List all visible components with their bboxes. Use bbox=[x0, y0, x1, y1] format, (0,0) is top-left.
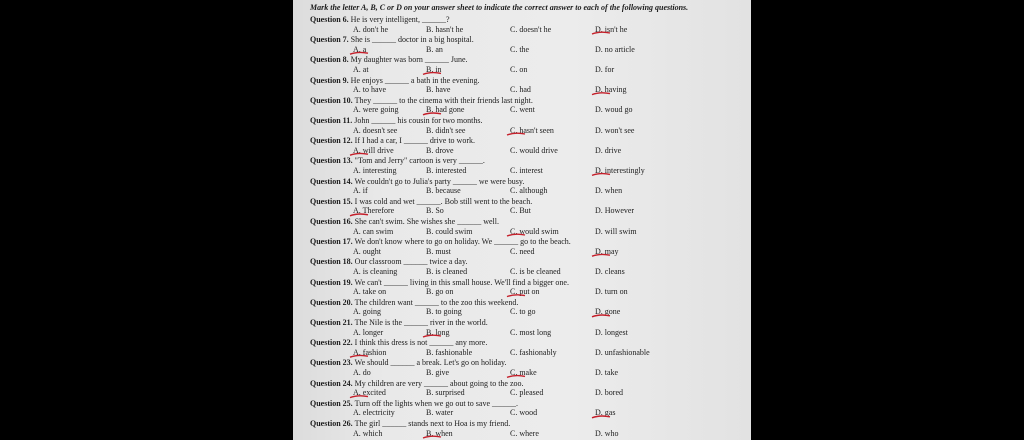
pen-underline-mark bbox=[507, 376, 525, 378]
pen-underline-mark bbox=[592, 254, 610, 256]
question-label: Question 16. bbox=[310, 217, 355, 226]
option-c[interactable]: C. the bbox=[510, 44, 530, 54]
option-d[interactable]: D. may bbox=[595, 246, 619, 256]
option-a[interactable]: A. which bbox=[353, 428, 383, 438]
pen-underline-mark bbox=[423, 73, 441, 75]
question-stem: They ______ to the cinema with their friends last night. bbox=[354, 95, 533, 105]
question-stem: We can't ______ living in this small house. We'll find a bigger one. bbox=[354, 277, 569, 287]
option-c[interactable]: C. need bbox=[510, 246, 535, 256]
option-d[interactable]: D. who bbox=[595, 428, 619, 438]
question-label: Question 10. bbox=[310, 95, 355, 105]
option-a[interactable]: A. electricity bbox=[353, 408, 395, 418]
option-b[interactable]: B. could swim bbox=[426, 226, 473, 236]
option-b[interactable]: B. fashionable bbox=[426, 347, 473, 357]
option-c[interactable]: C. had bbox=[510, 85, 531, 95]
option-c[interactable]: C. hasn't seen bbox=[510, 125, 554, 135]
option-c[interactable]: C. is be cleaned bbox=[510, 266, 561, 276]
question-stem: Turn off the lights when we go out to save ______. bbox=[354, 398, 518, 408]
option-d[interactable]: D. unfashionable bbox=[595, 347, 650, 357]
option-b[interactable]: B. interested bbox=[426, 165, 467, 175]
question-stem: He enjoys ______ a bath in the evening. bbox=[350, 75, 480, 85]
pen-underline-mark bbox=[592, 315, 610, 317]
question-label: Question 6. bbox=[310, 15, 351, 24]
option-a[interactable]: A. were going bbox=[353, 105, 399, 115]
question-stem: She can't swim. She wishes she ______ well. bbox=[354, 217, 499, 226]
option-d[interactable]: D. interestingly bbox=[595, 165, 645, 175]
option-d[interactable]: D. won't see bbox=[595, 125, 635, 135]
pen-underline-mark bbox=[592, 93, 610, 95]
question-label: Question 15. bbox=[310, 196, 355, 206]
option-d[interactable]: D. However bbox=[595, 206, 635, 216]
question-stem: If I had a car, I ______ drive to work. bbox=[354, 136, 475, 146]
question-stem: "Tom and Jerry" cartoon is very ______. bbox=[354, 156, 485, 166]
option-a[interactable]: A. longer bbox=[353, 327, 384, 337]
option-b[interactable]: B. in bbox=[426, 64, 442, 74]
pen-underline-mark bbox=[423, 436, 441, 438]
option-b[interactable]: B. must bbox=[426, 246, 451, 256]
question-label: Question 7. bbox=[310, 35, 351, 45]
pen-underline-mark bbox=[592, 174, 610, 176]
question-label: Question 9. bbox=[310, 75, 351, 85]
option-c[interactable]: C. put on bbox=[510, 287, 540, 297]
option-a[interactable]: A. take on bbox=[353, 287, 387, 297]
question-stem: I think this dress is not ______ any more. bbox=[354, 338, 488, 348]
option-b[interactable]: B. give bbox=[426, 367, 450, 377]
pen-underline-mark bbox=[423, 113, 441, 115]
question-stem: My children are very ______ about going to the zoo. bbox=[354, 378, 524, 388]
question-label: Question 19. bbox=[310, 277, 355, 287]
option-a[interactable]: A. at bbox=[353, 64, 369, 74]
option-c[interactable]: C. But bbox=[510, 206, 531, 216]
pen-underline-mark bbox=[592, 416, 610, 418]
option-b[interactable]: B. long bbox=[426, 327, 450, 337]
pen-marks-layer bbox=[293, 0, 751, 440]
option-b[interactable]: B. surprised bbox=[426, 388, 465, 398]
option-a[interactable]: A. excited bbox=[353, 388, 386, 398]
option-a[interactable]: A. doesn't see bbox=[353, 125, 398, 135]
option-d[interactable]: D. cleans bbox=[595, 266, 625, 276]
option-c[interactable]: C. where bbox=[510, 428, 539, 438]
pen-underline-mark bbox=[592, 32, 610, 34]
question-stem: We couldn't go to Julia's party ______ we were busy. bbox=[354, 176, 525, 186]
question-label: Question 22. bbox=[310, 338, 355, 348]
exam-paper bbox=[293, 0, 751, 440]
option-a[interactable]: A. interesting bbox=[353, 165, 397, 175]
instruction-text: Mark the letter A, B, C or D on your answer sheet to indicate the correct answer to each of the following questions. bbox=[310, 3, 689, 12]
option-a[interactable]: A. if bbox=[353, 186, 368, 196]
option-d[interactable]: D. take bbox=[595, 367, 619, 377]
question-stem: The girl ______ stands next to Hoa is my friend. bbox=[354, 419, 511, 428]
option-d[interactable]: D. when bbox=[595, 186, 623, 196]
question-label: Question 20. bbox=[310, 297, 355, 307]
option-b[interactable]: B. to going bbox=[426, 307, 462, 317]
option-b[interactable]: B. hasn't he bbox=[426, 24, 464, 34]
question-stem: We should ______ a break. Let's go on holiday. bbox=[354, 358, 507, 368]
option-b[interactable]: B. is cleaned bbox=[426, 266, 468, 276]
option-c[interactable]: C. would drive bbox=[510, 145, 558, 155]
option-a[interactable]: A. don't he bbox=[353, 24, 388, 34]
option-d[interactable]: D. no article bbox=[595, 44, 635, 54]
option-d[interactable]: D. bored bbox=[595, 388, 623, 398]
option-b[interactable]: B. drove bbox=[426, 145, 454, 155]
option-c[interactable]: C. would swim bbox=[510, 226, 559, 236]
option-a[interactable]: A. to have bbox=[353, 85, 387, 95]
question-label: Question 8. bbox=[310, 55, 351, 65]
option-d[interactable]: D. for bbox=[595, 64, 615, 74]
option-c[interactable]: C. interest bbox=[510, 165, 543, 175]
option-d[interactable]: D. drive bbox=[595, 145, 622, 155]
option-d[interactable]: D. longest bbox=[595, 327, 628, 337]
option-c[interactable]: C. doesn't he bbox=[510, 24, 552, 34]
option-d[interactable]: D. will swim bbox=[595, 226, 637, 236]
question-stem: My daughter was born ______ June. bbox=[350, 55, 468, 65]
question-label: Question 11. bbox=[310, 116, 355, 125]
option-b[interactable]: B. because bbox=[426, 186, 461, 196]
option-a[interactable]: A. Therefore bbox=[353, 206, 395, 216]
pen-underline-mark bbox=[350, 355, 368, 357]
pen-underline-mark bbox=[507, 133, 525, 135]
question-label: Question 25. bbox=[310, 398, 355, 408]
option-d[interactable]: D. isn't he bbox=[595, 24, 628, 34]
option-b[interactable]: B. when bbox=[426, 428, 453, 438]
option-c[interactable]: C. pleased bbox=[510, 388, 544, 398]
question-stem: He is very intelligent, ______? bbox=[350, 15, 450, 24]
option-b[interactable]: B. had gone bbox=[426, 105, 465, 115]
option-c[interactable]: C. most long bbox=[510, 327, 552, 337]
option-a[interactable]: A. ought bbox=[353, 246, 381, 256]
question-stem: I was cold and wet ______. Bob still went to the beach. bbox=[354, 196, 533, 206]
option-b[interactable]: B. water bbox=[426, 408, 454, 418]
option-a[interactable]: A. going bbox=[353, 307, 381, 317]
option-d[interactable]: D. gas bbox=[595, 408, 616, 418]
option-c[interactable]: C. fashionably bbox=[510, 347, 557, 357]
question-label: Question 26. bbox=[310, 419, 355, 428]
question-label: Question 21. bbox=[310, 318, 355, 327]
question-label: Question 24. bbox=[310, 378, 355, 388]
option-b[interactable]: B. didn't see bbox=[426, 125, 466, 135]
option-c[interactable]: C. make bbox=[510, 367, 537, 377]
option-a[interactable]: A. a bbox=[353, 44, 367, 54]
question-stem: The Nile is the ______ river in the world. bbox=[354, 318, 488, 327]
option-c[interactable]: C. on bbox=[510, 64, 528, 74]
question-stem: She is ______ doctor in a big hospital. bbox=[350, 35, 474, 45]
option-c[interactable]: C. to go bbox=[510, 307, 536, 317]
option-d[interactable]: D. turn on bbox=[595, 287, 628, 297]
pen-underline-mark bbox=[507, 295, 525, 297]
option-a[interactable]: A. fashion bbox=[353, 347, 387, 357]
question-stem: John ______ his cousin for two months. bbox=[354, 116, 483, 125]
option-b[interactable]: B. So bbox=[426, 206, 444, 216]
option-b[interactable]: B. go on bbox=[426, 287, 454, 297]
question-stem: We don't know where to go on holiday. We ______ go to the beach. bbox=[354, 237, 571, 247]
option-c[interactable]: C. went bbox=[510, 105, 535, 115]
question-label: Question 12. bbox=[310, 136, 355, 146]
option-d[interactable]: D. gone bbox=[595, 307, 621, 317]
option-d[interactable]: D. having bbox=[595, 85, 627, 95]
question-label: Question 13. bbox=[310, 156, 355, 166]
question-stem: The children want ______ to the zoo this weekend. bbox=[354, 297, 519, 307]
option-a[interactable]: A. is cleaning bbox=[353, 266, 398, 276]
pen-underline-mark bbox=[350, 153, 368, 155]
option-c[interactable]: C. although bbox=[510, 186, 548, 196]
option-b[interactable]: B. have bbox=[426, 85, 451, 95]
option-c[interactable]: C. wood bbox=[510, 408, 538, 418]
pen-underline-mark bbox=[350, 396, 368, 398]
option-a[interactable]: A. will drive bbox=[353, 145, 394, 155]
question-stem: Our classroom ______ twice a day. bbox=[354, 257, 468, 267]
pen-underline-mark bbox=[423, 335, 441, 337]
question-label: Question 14. bbox=[310, 176, 355, 186]
question-label: Question 18. bbox=[310, 257, 355, 267]
option-d[interactable]: D. woud go bbox=[595, 105, 633, 115]
question-label: Question 23. bbox=[310, 358, 355, 368]
option-b[interactable]: B. an bbox=[426, 44, 443, 54]
pen-underline-mark bbox=[507, 234, 525, 236]
pen-underline-mark bbox=[350, 52, 368, 54]
option-a[interactable]: A. do bbox=[353, 367, 371, 377]
question-label: Question 17. bbox=[310, 237, 355, 247]
pen-underline-mark bbox=[350, 214, 368, 216]
option-a[interactable]: A. can swim bbox=[353, 226, 394, 236]
